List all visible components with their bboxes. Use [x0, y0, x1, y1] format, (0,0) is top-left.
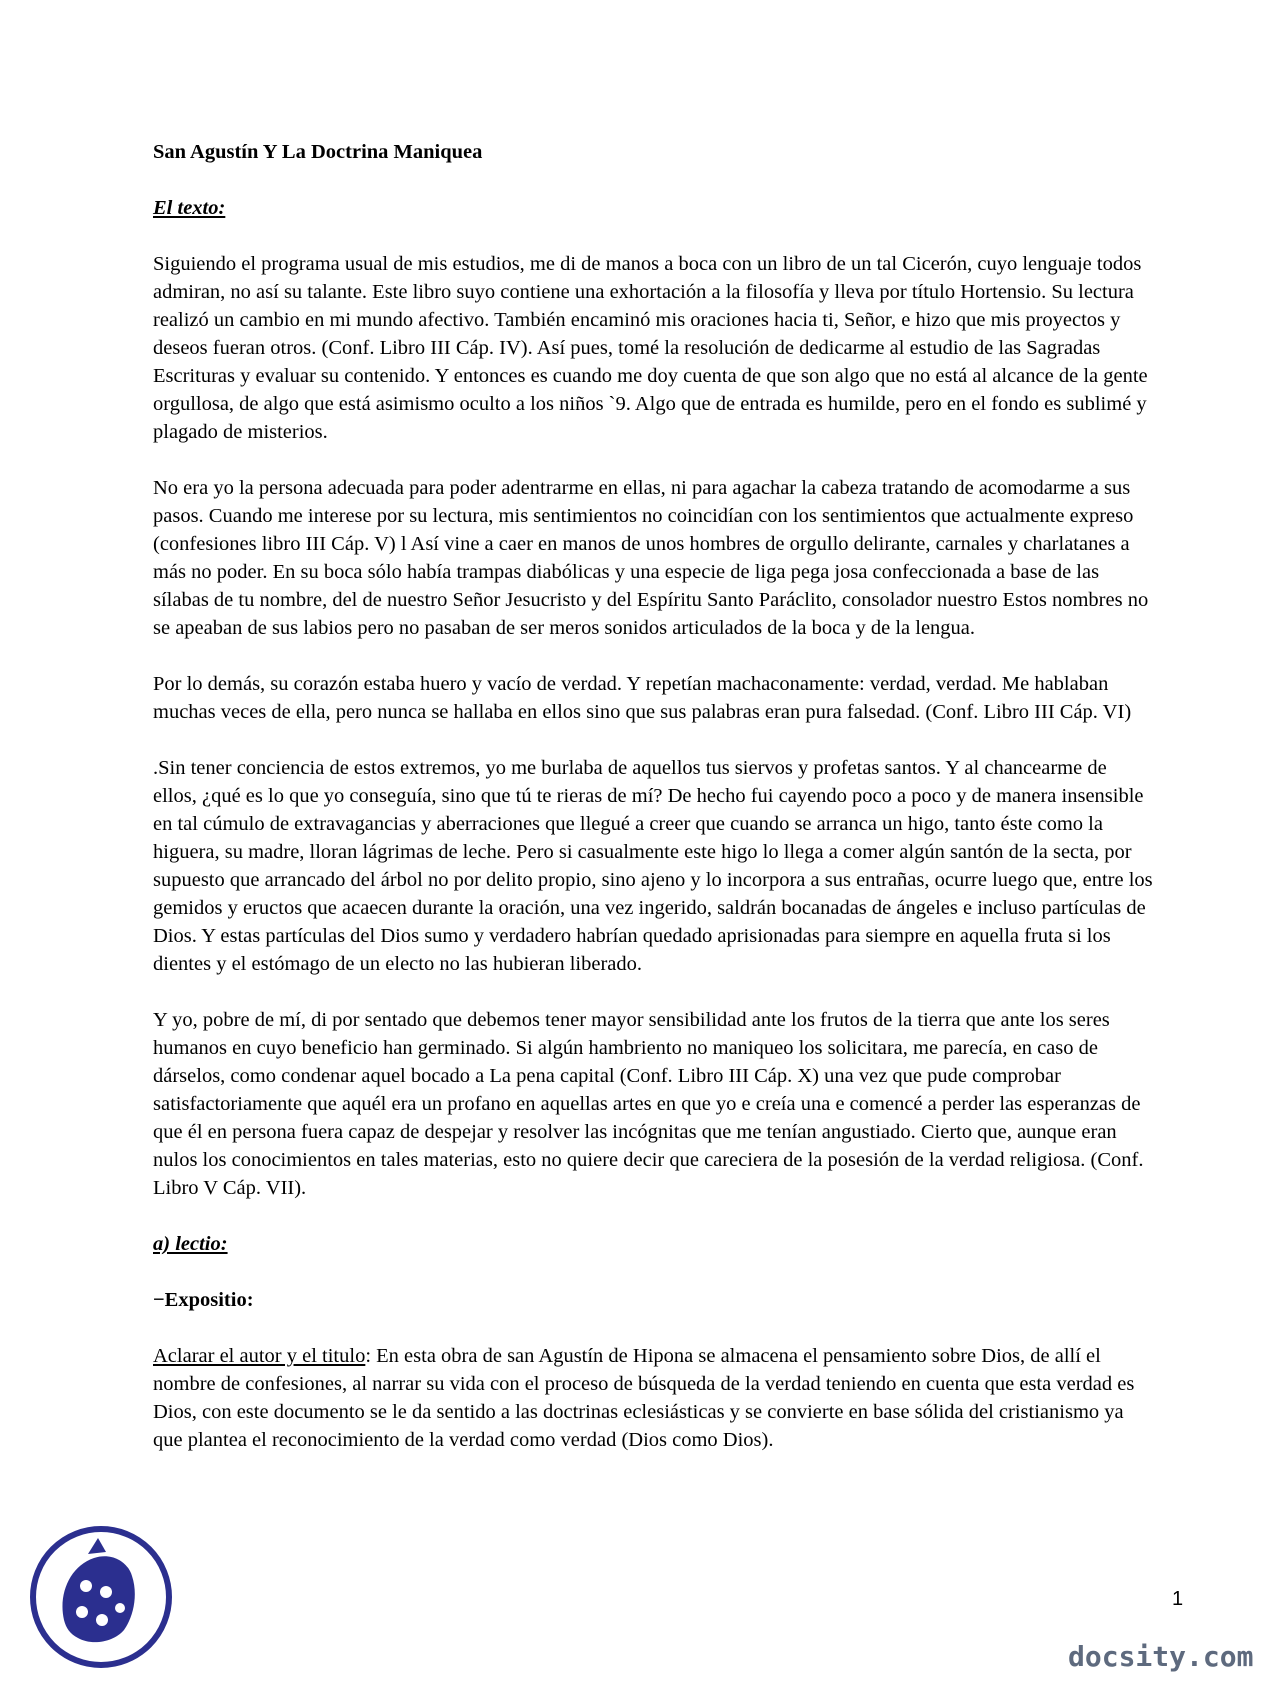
paragraph-final	[153, 1342, 1153, 1454]
subheading-expositio: −Expositio:	[153, 1289, 254, 1311]
paragraph-4: .Sin tener conciencia de estos extremos, yo me burlaba de aquellos tus siervos y profetas santos. Y al chancearme de ellos, ¿qué es lo que yo conseguía, sino que tú te rieras de mí? De hecho fui cayendo poco a poco y de manera insensible en tal cúmulo de extravagancias y aberraciones que llegué a creer que cuando se arranca un higo, tanto éste como la higuera, su madre, lloran lágrimas de leche. Pero si casualmente este higo lo llega a comer algún santón de la secta, por supuesto que arrancado del árbol no por delito propio, sino ajeno y lo incorpora a sus entrañas, ocurre luego que, entre los gemidos y eructos que acaecen durante la oración, una vez ingerido, saldrán bocanadas de ángeles e incluso partículas de Dios. Y estas partículas del Dios sumo y verdadero habrían quedado aprisionadas para siempre en aquella fruta si los dientes y el estómago de un electo no las hubieran liberado.	[153, 757, 1153, 975]
paragraph-final-label: Aclarar el autor y el titulo	[153, 1345, 366, 1367]
paragraph-3: Por lo demás, su corazón estaba huero y vacío de verdad. Y repetían machaconamente: verdad, verdad. Me hablaban muchas veces de ella, pero nunca se hallaba en ellos sino que sus palabras eran pura falsedad. (Conf. Libro III Cáp. VI)	[153, 673, 1132, 723]
page-number: 1	[1172, 1588, 1184, 1610]
document-title: San Agustín Y La Doctrina Maniquea	[153, 141, 483, 163]
paragraph-5: Y yo, pobre de mí, di por sentado que debemos tener mayor sensibilidad ante los frutos de la tierra que ante los seres humanos en cuyo beneficio han germinado. Si algún hambriento no maniqueo los solicitara, me parecía, en caso de dárselos, como condenar aquel bocado a La pena capital (Conf. Libro III Cáp. X) una vez que pude comprobar satisfactoriamente que aquél era un profano en aquellas artes en que yo e creía una e comencé a perder las esperanzas de que él en persona fuera capaz de despejar y resolver las incógnitas que me tenían angustiado. Cierto que, aunque eran nulos los conocimientos en tales materias, esto no quiere decir que careciera de la posesión de la verdad religiosa. (Conf. Libro V Cáp. VII).	[153, 1009, 1144, 1199]
paragraph-1: Siguiendo el programa usual de mis estudios, me di de manos a boca con un libro de un tal Cicerón, cuyo lenguaje todos admiran, no así su talante. Este libro suyo contiene una exhortación a la filosofía y lleva por título Hortensio. Su lectura realizó un cambio en mi mundo afectivo. También encaminó mis oraciones hacia ti, Señor, e hizo que mis proyectos y deseos fueran otros. (Conf. Libro III Cáp. IV). Así pues, tomé la resolución de dedicarme al estudio de las Sagradas Escrituras y evaluar su contenido. Y entonces es cuando me doy cuenta de que son algo que no está al alcance de la gente orgullosa, de algo que está asimismo oculto a los niños `9. Algo que de entrada es humilde, pero en el fondo es sublimé y plagado de misterios.	[153, 253, 1148, 443]
paragraph-2: No era yo la persona adecuada para poder adentrarme en ellas, ni para agachar la cabeza tratando de acomodarme a sus pasos. Cuando me interese por su lectura, mis sentimientos no coincidían con los sentimientos que actualmente expreso (confesiones libro III Cáp. V) l Así vine a caer en manos de unos hombres de orgullo delirante, carnales y charlatanes a más no poder. En su boca sólo había trampas diabólicas y una especie de liga pega josa confeccionada a base de las sílabas de tu nombre, del de nuestro Señor Jesucristo y del Espíritu Santo Paráclito, consolador nuestro Estos nombres no se apeaban de sus labios pero no pasaban de ser meros sonidos articulados de la boca y de la lengua.	[153, 477, 1149, 639]
docsity-logo-icon	[28, 1524, 174, 1670]
section-heading-el-texto: El texto:	[153, 197, 226, 219]
document-body	[153, 138, 1153, 1482]
docsity-brand-text: docsity.com	[1068, 1640, 1254, 1673]
paragraph-final-text: : En esta obra de san Agustín de Hipona se almacena el pensamiento sobre Dios, de allí el nombre de confesiones, al narrar su vida con el proceso de búsqueda de la verdad teniendo en cuenta que esta verdad es Dios, con este documento se le da sentido a las doctrinas eclesiásticas y se convierte en base sólida del cristianismo ya que plantea el reconocimiento de la verdad como verdad (Dios como Dios).	[153, 1345, 1135, 1451]
section-heading-lectio: a) lectio:	[153, 1233, 228, 1255]
